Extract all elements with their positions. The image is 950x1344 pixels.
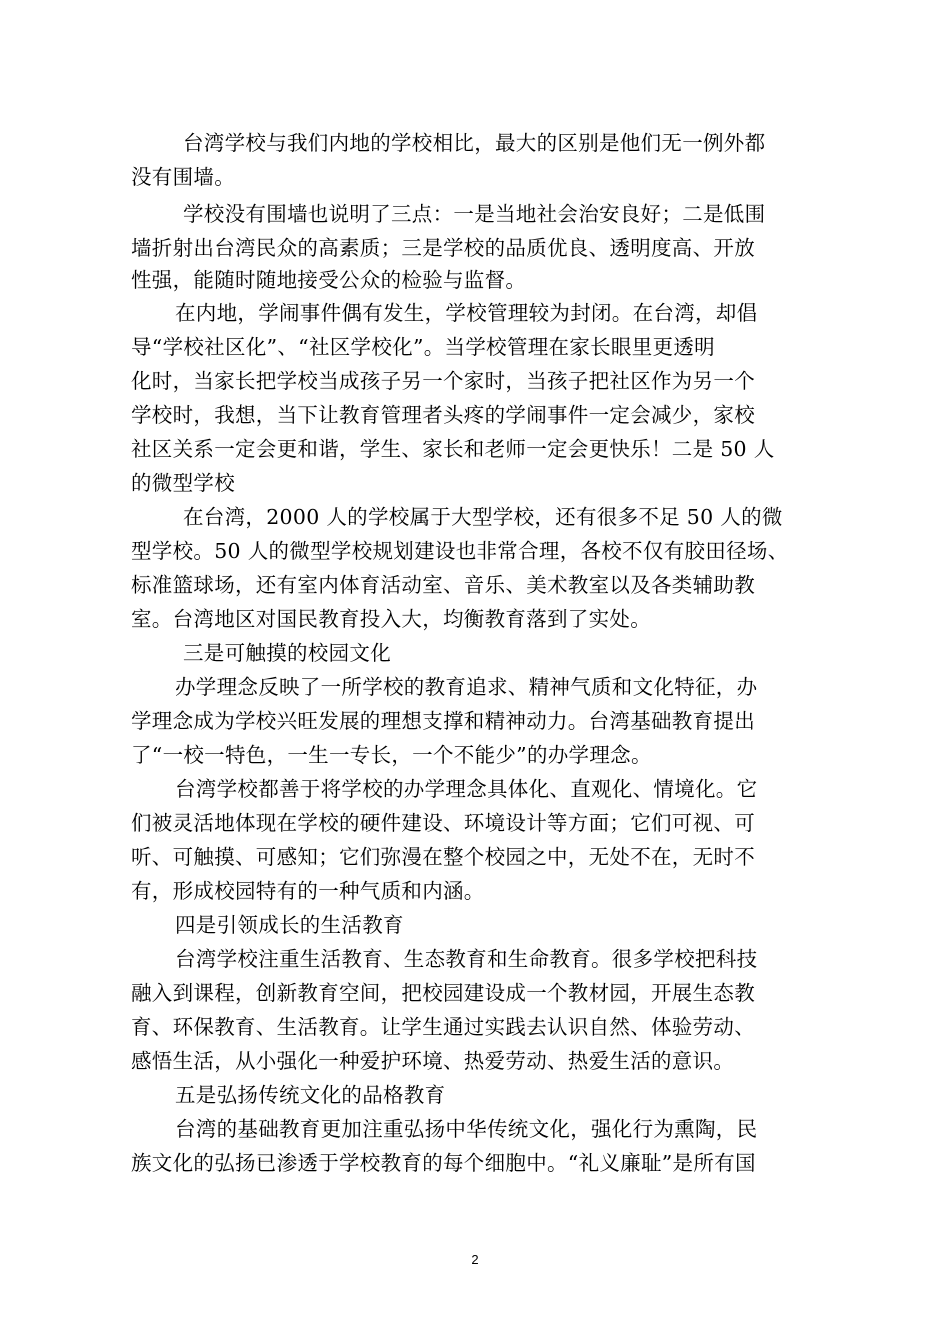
- section-heading: 三是可触摸的校园文化: [183, 641, 391, 665]
- text-line: 没有围墙。: [131, 165, 235, 189]
- text-line: 学理念成为学校兴旺发展的理想支撑和精神动力。台湾基础教育提出: [131, 709, 755, 733]
- text-line: 台湾学校都善于将学校的办学理念具体化、直观化、情境化。它: [175, 777, 758, 801]
- text-line: 导“学校社区化”、“社区学校化”。当学校管理在家长眼里更透明: [131, 335, 715, 359]
- text-line: 墙折射出台湾民众的高素质；三是学校的品质优良、透明度高、开放: [131, 236, 755, 260]
- text-line: 族文化的弘扬已渗透于学校教育的每个细胞中。“礼义廉耻”是所有国: [131, 1151, 756, 1175]
- text-line: 了“一校一特色，一生一专长，一个不能少”的办学理念。: [131, 743, 652, 767]
- text-line: 有，形成校园特有的一种气质和内涵。: [131, 879, 485, 903]
- text-line: 在内地，学闹事件偶有发生，学校管理较为封闭。在台湾，却倡: [175, 301, 758, 325]
- text-line: 听、可触摸、可感知；它们弥漫在整个校园之中，无处不在，无时不: [131, 845, 755, 869]
- text-line: 们被灵活地体现在学校的硬件建设、环境设计等方面；它们可视、可: [131, 811, 755, 835]
- text-line: 标准篮球场，还有室内体育活动室、音乐、美术教室以及各类辅助教: [131, 573, 755, 597]
- section-heading: 五是弘扬传统文化的品格教育: [175, 1083, 446, 1107]
- text-line: 化时，当家长把学校当成孩子另一个家时，当孩子把社区作为另一个: [131, 369, 755, 393]
- text-line: 型学校。50 人的微型学校规划建设也非常合理，各校不仅有胶田径场、: [131, 539, 789, 563]
- page-number: 2: [471, 1252, 479, 1267]
- text-line: 办学理念反映了一所学校的教育追求、精神气质和文化特征，办: [175, 675, 758, 699]
- text-line: 育、环保教育、生活教育。让学生通过实践去认识自然、体验劳动、: [131, 1015, 755, 1039]
- text-line: 感悟生活，从小强化一种爱护环境、热爱劳动、热爱生活的意识。: [131, 1049, 735, 1073]
- text-line: 室。台湾地区对国民教育投入大，均衡教育落到了实处。: [131, 607, 651, 631]
- text-line: 台湾学校与我们内地的学校相比，最大的区别是他们无一例外都: [183, 131, 766, 155]
- text-line: 学校没有围墙也说明了三点：一是当地社会治安良好；二是低围: [183, 202, 766, 226]
- text-line: 融入到课程，创新教育空间，把校园建设成一个教材园，开展生态教: [131, 981, 755, 1005]
- text-line: 性强，能随时随地接受公众的检验与监督。: [131, 268, 527, 292]
- text-line: 在台湾，2000 人的学校属于大型学校，还有很多不足 50 人的微: [183, 505, 783, 529]
- section-heading: 四是引领成长的生活教育: [175, 913, 404, 937]
- text-line: 台湾的基础教育更加注重弘扬中华传统文化，强化行为熏陶，民: [175, 1117, 758, 1141]
- text-line: 台湾学校注重生活教育、生态教育和生命教育。很多学校把科技: [175, 947, 758, 971]
- text-line: 学校时，我想，当下让教育管理者头疼的学闹事件一定会减少，家校: [131, 403, 755, 427]
- text-line: 的微型学校: [131, 471, 235, 495]
- text-line: 社区关系一定会更和谐，学生、家长和老师一定会更快乐！二是 50 人: [131, 437, 775, 461]
